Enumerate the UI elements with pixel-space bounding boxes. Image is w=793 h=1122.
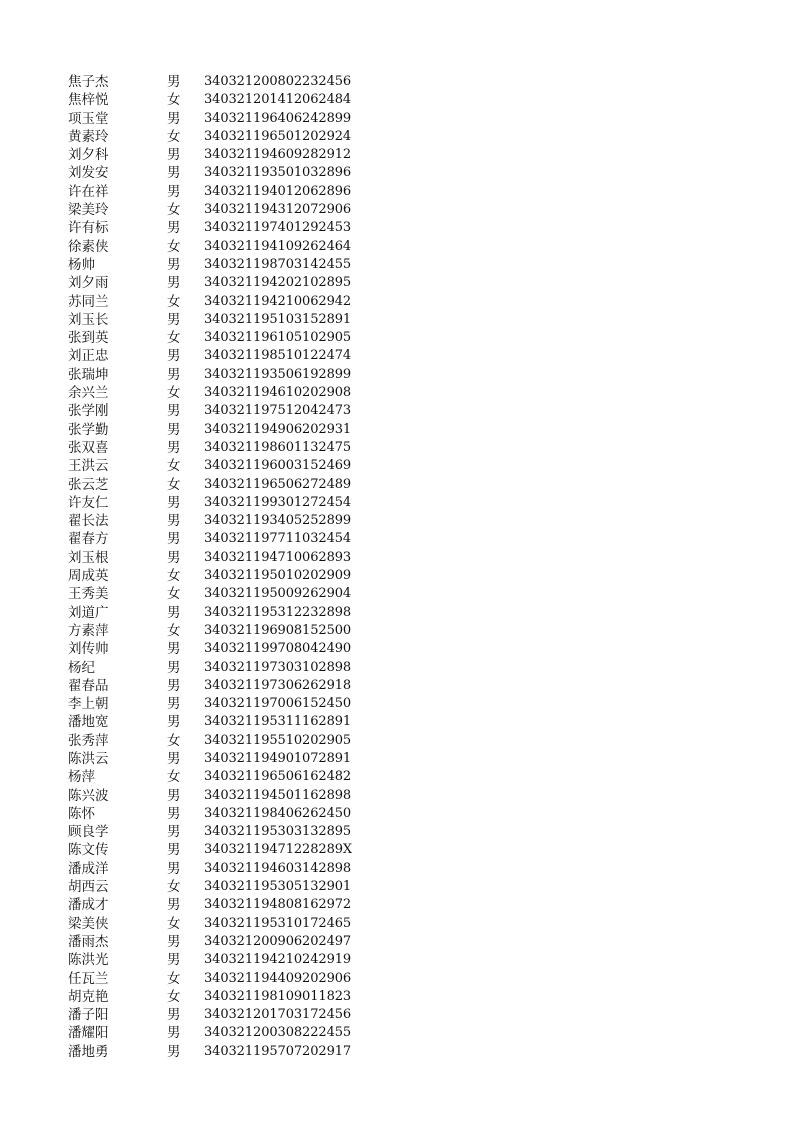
table-row [68, 878, 388, 896]
gender-cell: 女 [167, 622, 181, 639]
name-cell: 刘传帅 [68, 641, 109, 658]
name-cell: 焦梓悦 [68, 92, 109, 109]
table-row [68, 659, 388, 677]
id-number-cell: 340321195009262904 [204, 586, 352, 602]
table-row [68, 951, 388, 969]
gender-cell: 女 [167, 988, 181, 1005]
gender-cell: 女 [167, 586, 181, 603]
table-row [68, 787, 388, 805]
gender-cell: 男 [167, 714, 181, 731]
name-cell: 周成英 [68, 568, 109, 585]
id-number-cell: 340321195311162891 [204, 714, 352, 730]
name-cell: 刘夕雨 [68, 275, 109, 292]
gender-cell: 男 [167, 348, 181, 365]
name-cell: 李上朝 [68, 696, 109, 713]
id-number-cell: 340321198406262450 [204, 805, 352, 821]
gender-cell: 男 [167, 513, 181, 530]
gender-cell: 男 [167, 604, 181, 621]
name-cell: 张到英 [68, 330, 109, 347]
name-cell: 潘子阳 [68, 1007, 109, 1024]
name-cell: 潘成才 [68, 897, 109, 914]
name-cell: 梁美侠 [68, 915, 109, 932]
table-row [68, 439, 388, 457]
gender-cell: 女 [167, 915, 181, 932]
table-row [68, 347, 388, 365]
id-number-cell: 340321194603142898 [204, 860, 352, 876]
id-number-cell: 340321196506162482 [204, 769, 352, 785]
id-number-cell: 340321194808162972 [204, 897, 352, 913]
id-number-cell: 340321195310172465 [204, 915, 352, 931]
id-number-cell: 340321194109262464 [204, 238, 352, 254]
table-row [68, 768, 388, 786]
gender-cell: 男 [167, 933, 181, 950]
table-row [68, 1043, 388, 1061]
table-row [68, 457, 388, 475]
table-row [68, 750, 388, 768]
table-row [68, 713, 388, 731]
table-row [68, 256, 388, 274]
table-row [68, 402, 388, 420]
table-row [68, 494, 388, 512]
table-row [68, 293, 388, 311]
table-row [68, 91, 388, 109]
name-cell: 方素萍 [68, 622, 109, 639]
gender-cell: 女 [167, 879, 181, 896]
name-cell: 刘道广 [68, 604, 109, 621]
gender-cell: 男 [167, 897, 181, 914]
id-number-cell: 340321198510122474 [204, 348, 352, 364]
gender-cell: 男 [167, 256, 181, 273]
id-number-cell: 340321194210242919 [204, 952, 352, 968]
id-number-cell: 340321200308222455 [204, 1025, 352, 1041]
id-number-cell: 340321195303132895 [204, 824, 352, 840]
name-cell: 苏同兰 [68, 293, 109, 310]
id-number-cell: 340321196908152500 [204, 622, 352, 638]
name-cell: 张学刚 [68, 403, 109, 420]
table-row [68, 933, 388, 951]
name-cell: 余兴兰 [68, 385, 109, 402]
gender-cell: 女 [167, 970, 181, 987]
name-cell: 潘雨杰 [68, 933, 109, 950]
gender-cell: 男 [167, 750, 181, 767]
name-cell: 潘耀阳 [68, 1025, 109, 1042]
id-number-cell: 340321196105102905 [204, 330, 352, 346]
id-number-cell: 340321195312232898 [204, 604, 352, 620]
id-number-cell: 340321199708042490 [204, 641, 352, 657]
name-cell: 翟春方 [68, 531, 109, 548]
name-cell: 杨纪 [68, 659, 95, 676]
id-number-cell: 340321193501032896 [204, 165, 352, 181]
name-cell: 潘地宽 [68, 714, 109, 731]
name-cell: 张瑞坤 [68, 366, 109, 383]
gender-cell: 女 [167, 385, 181, 402]
table-row [68, 988, 388, 1006]
gender-cell: 女 [167, 568, 181, 585]
name-cell: 梁美玲 [68, 202, 109, 219]
id-number-cell: 340321200906202497 [204, 933, 352, 949]
id-number-cell: 340321197303102898 [204, 659, 352, 675]
id-number-cell: 340321194409202906 [204, 970, 352, 986]
name-cell: 翟春品 [68, 677, 109, 694]
table-row [68, 585, 388, 603]
name-cell: 杨萍 [68, 769, 95, 786]
name-cell: 王洪云 [68, 458, 109, 475]
id-number-cell: 340321194610202908 [204, 385, 352, 401]
table-row [68, 201, 388, 219]
table-row [68, 530, 388, 548]
records-list [68, 73, 388, 1061]
id-number-cell: 340321196501202924 [204, 128, 352, 144]
id-number-cell: 340321194906202931 [204, 421, 352, 437]
gender-cell: 男 [167, 952, 181, 969]
table-row [68, 128, 388, 146]
table-row [68, 1006, 388, 1024]
gender-cell: 男 [167, 696, 181, 713]
id-number-cell: 340321198601132475 [204, 439, 352, 455]
gender-cell: 男 [167, 531, 181, 548]
table-row [68, 329, 388, 347]
id-number-cell: 340321198703142455 [204, 256, 352, 272]
gender-cell: 男 [167, 805, 181, 822]
table-row [68, 421, 388, 439]
table-row [68, 677, 388, 695]
name-cell: 黄素玲 [68, 128, 109, 145]
name-cell: 陈文传 [68, 842, 109, 859]
gender-cell: 女 [167, 769, 181, 786]
table-row [68, 73, 388, 91]
gender-cell: 男 [167, 366, 181, 383]
id-number-cell: 340321195510202905 [204, 732, 352, 748]
gender-cell: 男 [167, 1025, 181, 1042]
table-row [68, 164, 388, 182]
id-number-cell: 340321200802232456 [204, 74, 352, 89]
name-cell: 任瓦兰 [68, 970, 109, 987]
gender-cell: 男 [167, 677, 181, 694]
name-cell: 刘发安 [68, 165, 109, 182]
table-row [68, 695, 388, 713]
gender-cell: 男 [167, 860, 181, 877]
gender-cell: 女 [167, 293, 181, 310]
gender-cell: 女 [167, 238, 181, 255]
name-cell: 徐素侠 [68, 238, 109, 255]
table-row [68, 146, 388, 164]
id-number-cell: 340321196506272489 [204, 476, 352, 492]
table-row [68, 366, 388, 384]
gender-cell: 男 [167, 275, 181, 292]
table-row [68, 970, 388, 988]
gender-cell: 男 [167, 403, 181, 420]
gender-cell: 女 [167, 202, 181, 219]
table-row [68, 841, 388, 859]
name-cell: 潘成洋 [68, 860, 109, 877]
name-cell: 张秀萍 [68, 732, 109, 749]
name-cell: 陈洪光 [68, 952, 109, 969]
id-number-cell: 340321195103152891 [204, 311, 352, 327]
table-row [68, 110, 388, 128]
table-row [68, 1024, 388, 1042]
table-row [68, 732, 388, 750]
id-number-cell: 340321201412062484 [204, 92, 352, 108]
id-number-cell: 340321195010202909 [204, 568, 352, 584]
gender-cell: 女 [167, 458, 181, 475]
id-number-cell: 340321194901072891 [204, 750, 352, 766]
table-row [68, 512, 388, 530]
id-number-cell: 340321193405252899 [204, 513, 352, 529]
gender-cell: 男 [167, 439, 181, 456]
name-cell: 王秀美 [68, 586, 109, 603]
table-row [68, 274, 388, 292]
id-number-cell: 340321194710062893 [204, 549, 352, 565]
gender-cell: 男 [167, 1043, 181, 1060]
name-cell: 陈怀 [68, 805, 95, 822]
name-cell: 杨帅 [68, 256, 95, 273]
name-cell: 刘玉长 [68, 311, 109, 328]
gender-cell: 女 [167, 732, 181, 749]
gender-cell: 男 [167, 110, 181, 127]
id-number-cell: 34032119471228289X [204, 842, 353, 858]
gender-cell: 男 [167, 220, 181, 237]
gender-cell: 男 [167, 549, 181, 566]
name-cell: 陈兴波 [68, 787, 109, 804]
gender-cell: 女 [167, 330, 181, 347]
table-row [68, 604, 388, 622]
table-row [68, 622, 388, 640]
name-cell: 刘玉根 [68, 549, 109, 566]
id-number-cell: 340321201703172456 [204, 1007, 352, 1023]
name-cell: 张云芝 [68, 476, 109, 493]
id-number-cell: 340321197711032454 [204, 531, 352, 547]
id-number-cell: 340321194210062942 [204, 293, 352, 309]
gender-cell: 男 [167, 787, 181, 804]
gender-cell: 男 [167, 1007, 181, 1024]
gender-cell: 男 [167, 147, 181, 164]
table-row [68, 183, 388, 201]
name-cell: 焦子杰 [68, 74, 109, 90]
name-cell: 张双喜 [68, 439, 109, 456]
id-number-cell: 340321199301272454 [204, 494, 352, 510]
gender-cell: 男 [167, 183, 181, 200]
name-cell: 顾良学 [68, 824, 109, 841]
name-cell: 翟长法 [68, 513, 109, 530]
gender-cell: 男 [167, 74, 181, 90]
gender-cell: 男 [167, 165, 181, 182]
table-row [68, 640, 388, 658]
name-cell: 胡西云 [68, 879, 109, 896]
table-row [68, 384, 388, 402]
id-number-cell: 340321194012062896 [204, 183, 352, 199]
id-number-cell: 340321195305132901 [204, 879, 352, 895]
table-row [68, 311, 388, 329]
gender-cell: 男 [167, 659, 181, 676]
id-number-cell: 340321194501162898 [204, 787, 352, 803]
id-number-cell: 340321196406242899 [204, 110, 352, 126]
name-cell: 项玉堂 [68, 110, 109, 127]
name-cell: 潘地勇 [68, 1043, 109, 1060]
table-row [68, 805, 388, 823]
table-row [68, 860, 388, 878]
id-number-cell: 340321194312072906 [204, 202, 352, 218]
id-number-cell: 340321193506192899 [204, 366, 352, 382]
id-number-cell: 340321194609282912 [204, 147, 352, 163]
gender-cell: 男 [167, 842, 181, 859]
name-cell: 刘夕科 [68, 147, 109, 164]
name-cell: 许在祥 [68, 183, 109, 200]
name-cell: 许友仁 [68, 494, 109, 511]
table-row [68, 896, 388, 914]
id-number-cell: 340321198109011823 [204, 988, 352, 1004]
id-number-cell: 340321196003152469 [204, 458, 352, 474]
id-number-cell: 340321197512042473 [204, 403, 352, 419]
name-cell: 胡克艳 [68, 988, 109, 1005]
name-cell: 许有标 [68, 220, 109, 237]
id-number-cell: 340321194202102895 [204, 275, 352, 291]
table-row [68, 567, 388, 585]
id-number-cell: 340321197006152450 [204, 696, 352, 712]
table-row [68, 238, 388, 256]
table-row [68, 476, 388, 494]
id-number-cell: 340321197401292453 [204, 220, 352, 236]
id-number-cell: 340321197306262918 [204, 677, 352, 693]
gender-cell: 女 [167, 128, 181, 145]
gender-cell: 男 [167, 494, 181, 511]
table-row [68, 915, 388, 933]
table-row [68, 823, 388, 841]
name-cell: 张学勤 [68, 421, 109, 438]
name-cell: 陈洪云 [68, 750, 109, 767]
gender-cell: 男 [167, 421, 181, 438]
gender-cell: 女 [167, 476, 181, 493]
table-row [68, 219, 388, 237]
gender-cell: 男 [167, 824, 181, 841]
gender-cell: 男 [167, 641, 181, 658]
id-number-cell: 340321195707202917 [204, 1043, 352, 1059]
gender-cell: 女 [167, 92, 181, 109]
gender-cell: 男 [167, 311, 181, 328]
name-cell: 刘正忠 [68, 348, 109, 365]
table-row [68, 549, 388, 567]
